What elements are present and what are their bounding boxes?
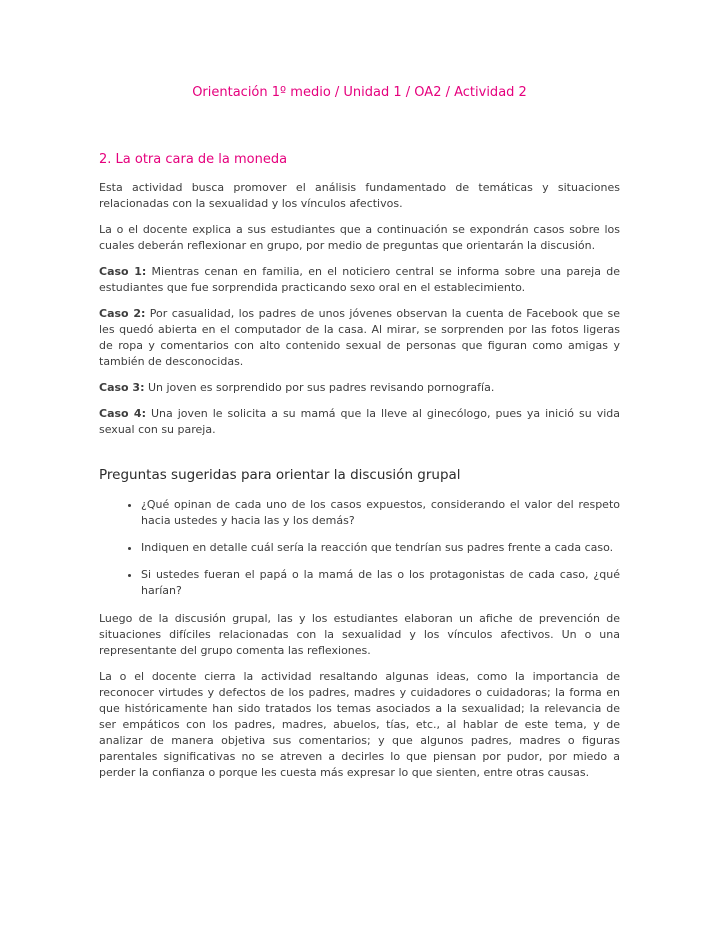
question-item-1: • ¿Qué opinan de cada uno de los casos expuestos, considerando el valor del respeto hacia ustedes y hacia las y los demás?: [141, 497, 620, 529]
case-paragraph-1: [99, 264, 620, 296]
case-paragraph-3: [99, 380, 620, 396]
questions-heading: Preguntas sugeridas para orientar la discusión grupal: [99, 467, 461, 483]
closing-paragraph-1: Luego de la discusión grupal, las y los estudiantes elaboran un afiche de prevención de situaciones difíciles relacionadas con la sexualidad y los vínculos afectivos. Un o una representante del grupo comenta las reflexiones.: [99, 612, 620, 657]
case-4-text: Una joven le solicita a su mamá que la lleve al ginecólogo, pues ya inició su vida sexual con su pareja.: [99, 407, 620, 436]
section-heading: 2. La otra cara de la moneda: [99, 152, 288, 167]
case-1-label: Caso 1:: [99, 265, 147, 278]
question-item-3: • Si ustedes fueran el papá o la mamá de las o los protagonistas de cada caso, ¿qué harían?: [141, 567, 620, 599]
question-item-2: • Indiquen en detalle cuál sería la reacción que tendrían sus padres frente a cada caso.: [141, 540, 620, 556]
case-2-label: Caso 2:: [99, 307, 146, 320]
closing-paragraph-2: La o el docente cierra la actividad resaltando algunas ideas, como la importancia de reconocer virtudes y defectos de los padres, madres y cuidadores o cuidadoras; la forma en que históricamente han sido tratados los temas asociados a la sexualidad; la relevancia de ser empáticos con los padres, madres, abuelos, tías, etc., al hablar de este tema, y de analizar de manera objetiva sus comentarios; y que algunos padres, madres o figuras parentales significativas no se atreven a decirles lo que piensan por pudor, por miedo a perder la confianza o porque les cuesta más expresar lo que sienten, entre otras causas.: [99, 670, 620, 779]
questions-list: [99, 497, 620, 599]
case-1-text: Mientras cenan en familia, en el noticiero central se informa sobre una pareja de estudiantes que fue sorprendida practicando sexo oral en el establecimiento.: [99, 265, 621, 294]
intro-paragraph-1: Esta actividad busca promover el análisis fundamentado de temáticas y situaciones relacionadas con la sexualidad y los vínculos afectivos.: [99, 181, 620, 210]
document-header-title: Orientación 1º medio / Unidad 1 / OA2 / Actividad 2: [192, 85, 527, 100]
case-3-label: Caso 3:: [99, 381, 145, 394]
case-paragraph-2: [99, 306, 620, 370]
intro-paragraph-2: La o el docente explica a sus estudiantes que a continuación se expondrán casos sobre los cuales deberán reflexionar en grupo, por medio de preguntas que orientarán la discusión.: [99, 223, 620, 252]
case-paragraph-4: [99, 406, 620, 438]
case-2-text: Por casualidad, los padres de unos jóvenes observan la cuenta de Facebook que se les quedó abierta en el computador de la casa. Al mirar, se sorprenden por las fotos ligeras de ropa y comentarios con alto contenido sexual de personas que figuran como amigas y también de desconocidas.: [99, 307, 620, 368]
case-4-label: Caso 4:: [99, 407, 146, 420]
case-3-text: Un joven es sorprendido por sus padres revisando pornografía.: [147, 381, 495, 394]
